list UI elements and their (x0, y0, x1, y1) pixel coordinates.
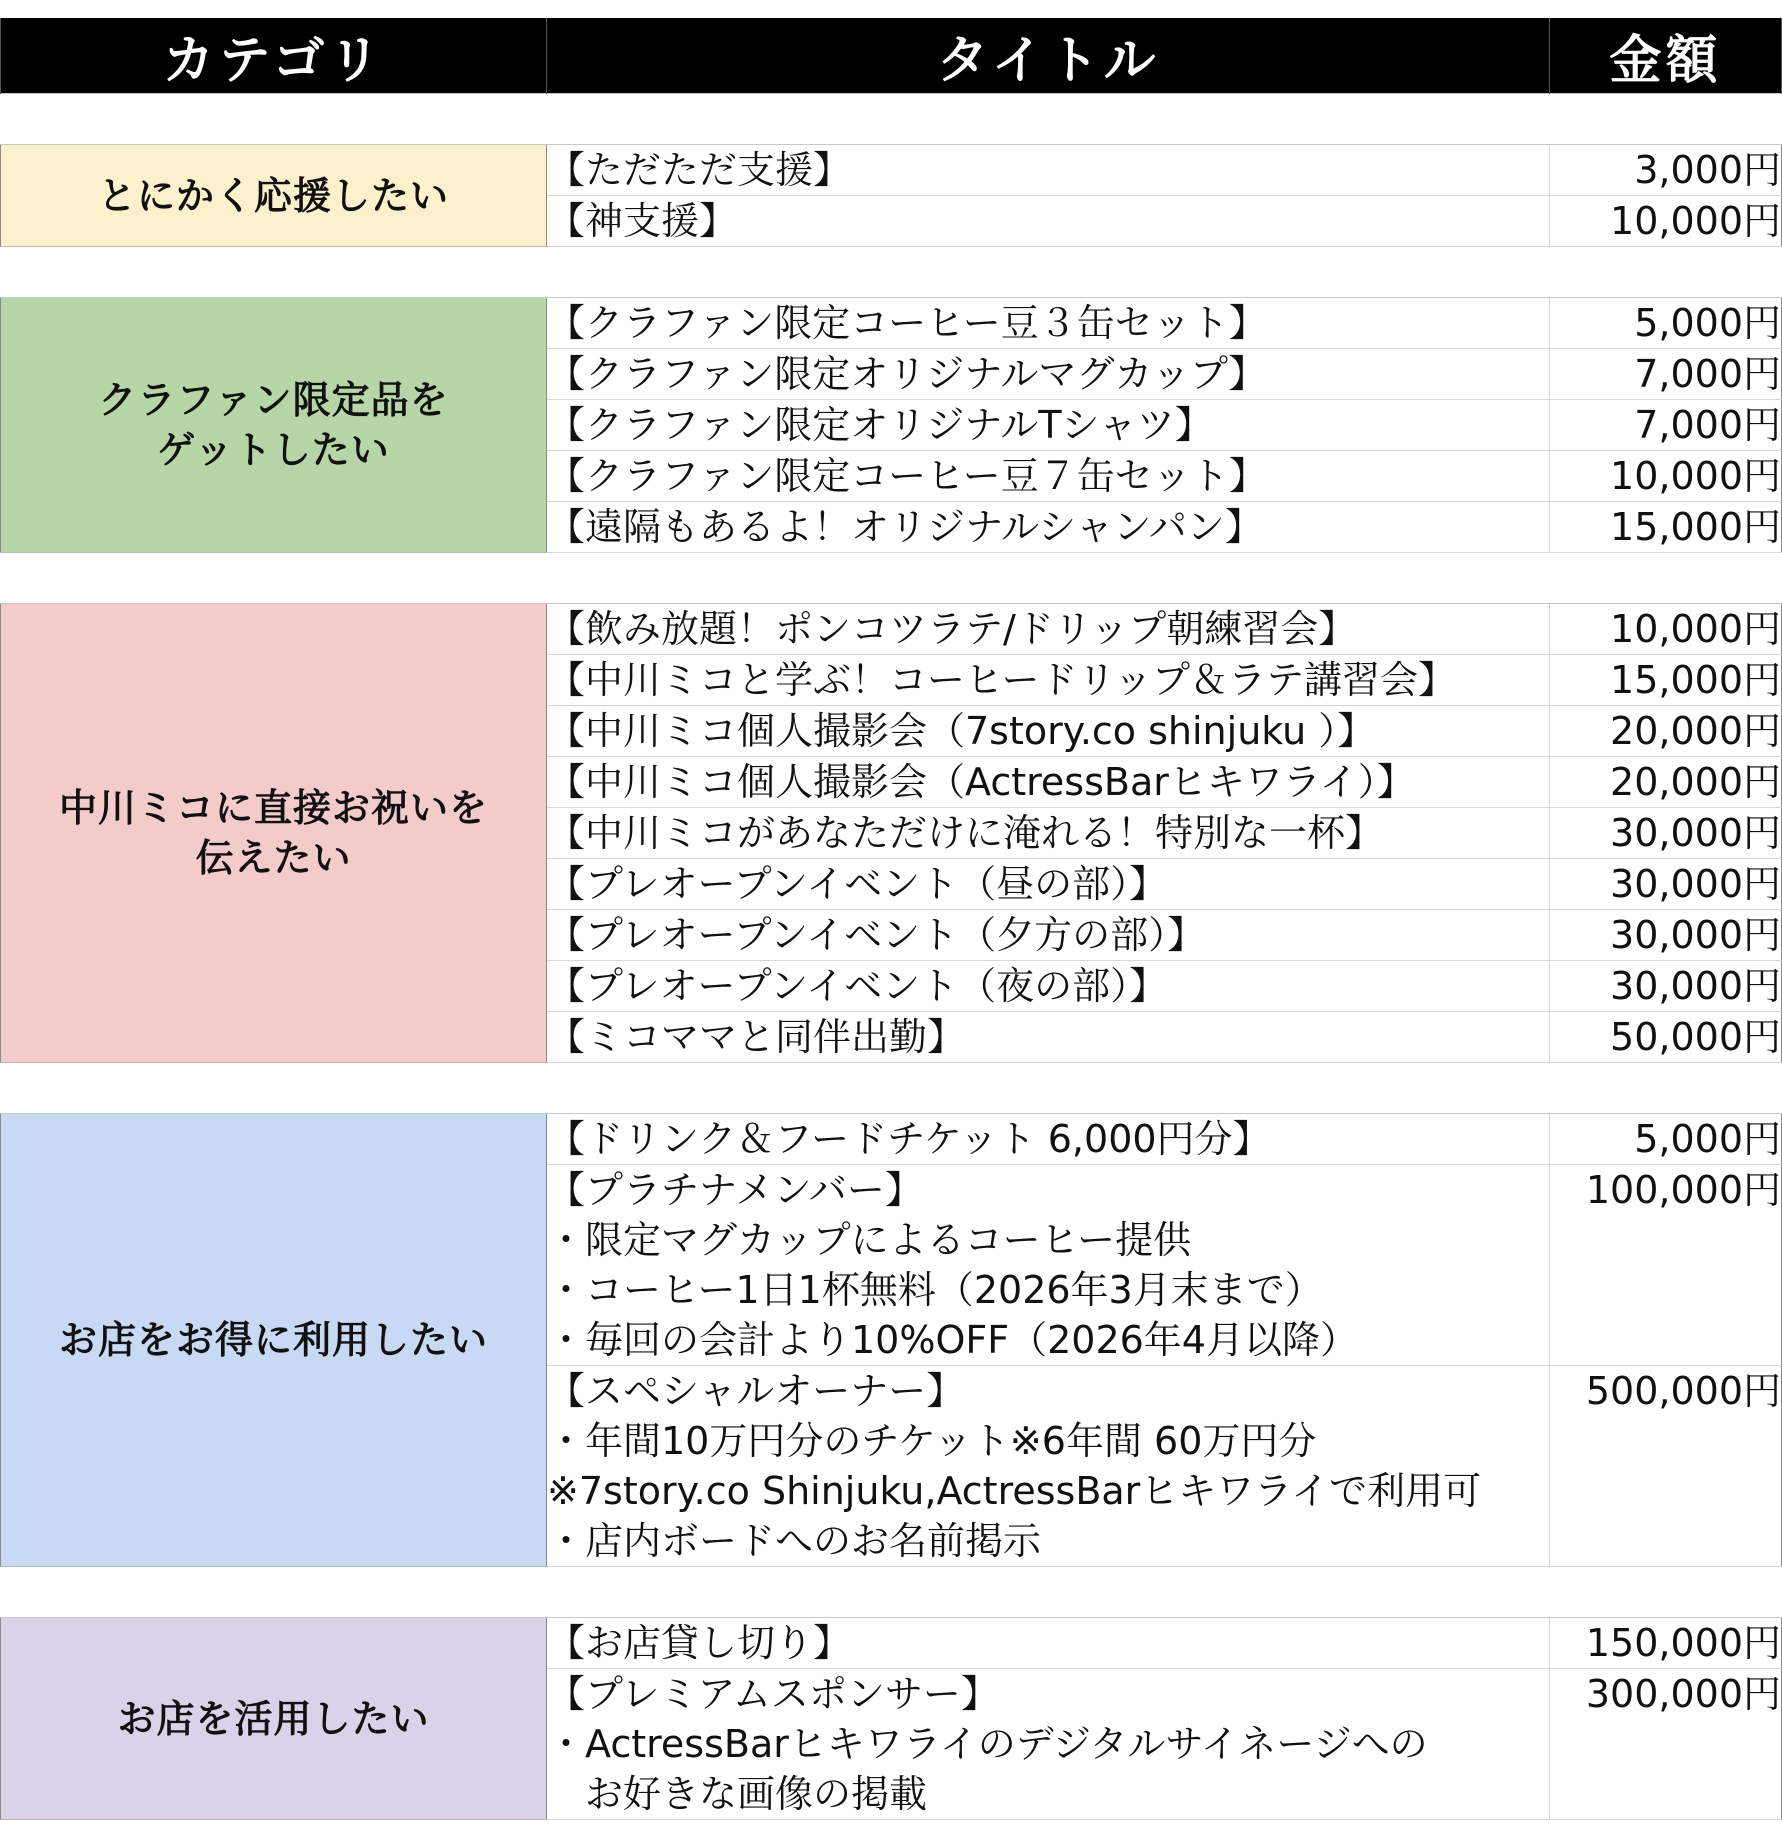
spacer-cell (1550, 247, 1782, 298)
spacer-cell (547, 553, 1550, 604)
reward-detail-line: ・コーヒー1日1杯無料（2026年3月末まで） (547, 1268, 1323, 1312)
reward-title-cell (547, 1618, 1550, 1669)
reward-amount: 30,000円 (1550, 859, 1782, 910)
reward-amount: 150,000円 (1550, 1618, 1782, 1669)
reward-title: 【神支援】 (547, 199, 738, 243)
table-row (1, 604, 1782, 655)
reward-title: 【中川ミコと学ぶ！コーヒードリップ＆ラテ講習会】 (547, 658, 1456, 702)
reward-title-cell (547, 808, 1550, 859)
reward-title-cell (547, 604, 1550, 655)
reward-title-cell (547, 502, 1550, 553)
reward-detail-line: ・ActressBarヒキワライのデジタルサイネージへの (547, 1722, 1428, 1766)
category-cell (1, 604, 547, 1063)
category-cell (1, 1114, 547, 1567)
reward-amount: 7,000円 (1550, 400, 1782, 451)
spacer-cell (1, 247, 547, 298)
spacer-cell (1550, 1567, 1782, 1618)
reward-amount: 10,000円 (1550, 451, 1782, 502)
spacer-cell (1, 94, 547, 145)
reward-amount: 20,000円 (1550, 757, 1782, 808)
reward-detail-line: ・限定マグカップによるコーヒー提供 (547, 1218, 1192, 1262)
reward-amount: 10,000円 (1550, 196, 1782, 247)
reward-title-cell (547, 1165, 1550, 1366)
reward-amount: 100,000円 (1550, 1165, 1782, 1366)
table-row (1, 298, 1782, 349)
table-row (1, 1618, 1782, 1669)
spacer-row (1, 247, 1782, 298)
category-label: お店を活用したい (117, 1696, 430, 1741)
spacer-row (1, 553, 1782, 604)
reward-amount: 15,000円 (1550, 655, 1782, 706)
table-body (1, 94, 1782, 1820)
reward-amount: 30,000円 (1550, 808, 1782, 859)
reward-title: 【スペシャルオーナー】 (547, 1369, 965, 1413)
spacer-cell (1550, 1063, 1782, 1114)
reward-title: 【飲み放題！ポンコツラテ/ドリップ朝練習会】 (547, 607, 1357, 651)
reward-amount: 300,000円 (1550, 1669, 1782, 1820)
table-row (1, 145, 1782, 196)
spacer-cell (1, 553, 547, 604)
spacer-row (1, 1567, 1782, 1618)
spacer-cell (547, 1567, 1550, 1618)
spacer-cell (1, 1567, 547, 1618)
reward-amount: 30,000円 (1550, 910, 1782, 961)
reward-title: 【中川ミコ個人撮影会（7story.co shinjuku ）】 (547, 709, 1376, 753)
reward-title: 【ドリンク＆フードチケット 6,000円分】 (547, 1117, 1271, 1161)
reward-detail-line: ・店内ボードへのお名前掲示 (547, 1519, 1042, 1563)
category-label: 中川ミコに直接お祝いを 伝えたい (58, 786, 488, 880)
reward-title-cell (547, 1366, 1550, 1567)
reward-detail-line: ・毎回の会計より10%OFF（2026年4月以降） (547, 1318, 1358, 1362)
spacer-row (1, 1063, 1782, 1114)
reward-title: 【プレミアムスポンサー】 (547, 1672, 999, 1716)
reward-amount: 3,000円 (1550, 145, 1782, 196)
header-row (1, 18, 1782, 94)
reward-detail-line: お好きな画像の掲載 (547, 1772, 928, 1816)
reward-title: 【ミコママと同伴出勤】 (547, 1015, 966, 1059)
reward-amount: 20,000円 (1550, 706, 1782, 757)
reward-amount: 10,000円 (1550, 604, 1782, 655)
reward-table (0, 18, 1782, 1820)
reward-title-cell (547, 961, 1550, 1012)
reward-amount: 5,000円 (1550, 298, 1782, 349)
category-label: お店をお得に利用したい (58, 1318, 488, 1362)
spacer-row (1, 94, 1782, 145)
reward-title-cell (547, 451, 1550, 502)
header-category: カテゴリ (1, 18, 547, 94)
reward-title-cell (547, 910, 1550, 961)
category-label: クラファン限定品を ゲットしたい (98, 378, 449, 472)
spacer-cell (547, 1063, 1550, 1114)
reward-amount: 7,000円 (1550, 349, 1782, 400)
spacer-cell (1550, 553, 1782, 604)
reward-detail-line: ・年間10万円分のチケット※6年間 60万円分 (547, 1419, 1317, 1463)
spacer-cell (1550, 94, 1782, 145)
reward-title: 【遠隔もあるよ！オリジナルシャンパン】 (547, 505, 1263, 549)
reward-title: 【クラファン限定コーヒー豆３缶セット】 (547, 301, 1267, 345)
category-cell (1, 298, 547, 553)
reward-amount: 50,000円 (1550, 1012, 1782, 1063)
table-row (1, 1114, 1782, 1165)
reward-title: 【クラファン限定オリジナルマグカップ】 (547, 352, 1267, 396)
reward-title-cell (547, 1669, 1550, 1820)
reward-title: 【お店貸し切り】 (547, 1621, 852, 1665)
reward-title: 【ただただ支援】 (547, 148, 852, 192)
reward-title-cell (547, 859, 1550, 910)
reward-title-cell (547, 145, 1550, 196)
header-title: タイトル (547, 18, 1550, 94)
reward-title: 【中川ミコ個人撮影会（ActressBarヒキワライ）】 (547, 760, 1415, 804)
category-label: とにかく応援したい (97, 173, 449, 218)
reward-title-cell (547, 349, 1550, 400)
reward-amount: 30,000円 (1550, 961, 1782, 1012)
reward-amount: 500,000円 (1550, 1366, 1782, 1567)
reward-title: 【クラファン限定コーヒー豆７缶セット】 (547, 454, 1267, 498)
reward-title-cell (547, 1114, 1550, 1165)
reward-title-cell (547, 655, 1550, 706)
reward-title: 【プラチナメンバー】 (547, 1168, 923, 1212)
reward-title-cell (547, 196, 1550, 247)
header-amount: 金額 (1550, 18, 1782, 94)
reward-title-cell (547, 706, 1550, 757)
spacer-cell (547, 247, 1550, 298)
reward-title: 【プレオープンイベント（夕方の部）】 (547, 913, 1206, 957)
reward-title-cell (547, 1012, 1550, 1063)
reward-detail-line: ※7story.co Shinjuku,ActressBarヒキワライで利用可 (547, 1469, 1482, 1513)
reward-title: 【中川ミコがあなただけに淹れる！特別な一杯】 (547, 811, 1384, 855)
reward-title-cell (547, 400, 1550, 451)
category-cell (1, 145, 547, 247)
reward-title-cell (547, 298, 1550, 349)
reward-amount: 5,000円 (1550, 1114, 1782, 1165)
reward-title-cell (547, 757, 1550, 808)
reward-title: 【プレオープンイベント（夜の部）】 (547, 964, 1168, 1008)
reward-title: 【クラファン限定オリジナルTシャツ】 (547, 403, 1213, 447)
reward-title: 【プレオープンイベント（昼の部）】 (547, 862, 1168, 906)
category-cell (1, 1618, 547, 1820)
spacer-cell (547, 94, 1550, 145)
reward-amount: 15,000円 (1550, 502, 1782, 553)
spacer-cell (1, 1063, 547, 1114)
